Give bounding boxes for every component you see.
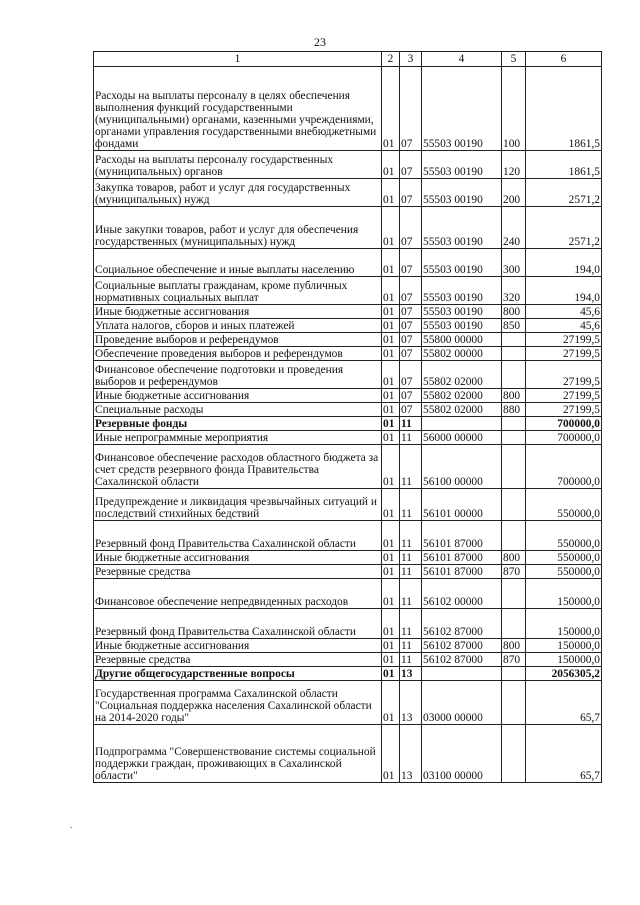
cell-subsection: 13 [400,725,422,783]
cell-subsection: 11 [400,579,422,609]
cell-target-article: 56102 87000 [422,653,502,667]
cell-amount: 150000,0 [526,653,602,667]
cell-expense-type [502,521,526,551]
cell-name: Резервный фонд Правительства Сахалинской области [94,521,382,551]
table-row [94,579,602,609]
cell-section: 01 [382,389,400,403]
cell-target-article: 55503 00190 [422,249,502,277]
cell-subsection: 07 [400,179,422,207]
cell-amount: 700000,0 [526,417,602,431]
cell-expense-type: 300 [502,249,526,277]
table-row [94,639,602,653]
cell-subsection: 11 [400,609,422,639]
cell-target-article: 55503 00190 [422,207,502,249]
table-row [94,667,602,681]
cell-expense-type [502,725,526,783]
cell-expense-type: 880 [502,403,526,417]
cell-amount: 27199,5 [526,347,602,361]
cell-subsection: 11 [400,521,422,551]
cell-amount: 2571,2 [526,207,602,249]
cell-section: 01 [382,319,400,333]
cell-target-article: 55800 00000 [422,333,502,347]
header-col-subsection: 3 [400,52,422,67]
cell-subsection: 11 [400,445,422,489]
table-row [94,67,602,151]
cell-amount: 700000,0 [526,431,602,445]
cell-name: Расходы на выплаты персоналу государственных (муниципальных) органов [94,151,382,179]
table-row [94,609,602,639]
cell-section: 01 [382,489,400,521]
cell-target-article [422,417,502,431]
table-row [94,681,602,725]
cell-expense-type: 800 [502,551,526,565]
cell-target-article: 55503 00190 [422,277,502,305]
cell-target-article: 55802 02000 [422,389,502,403]
table-row [94,725,602,783]
cell-section: 01 [382,403,400,417]
cell-amount: 65,7 [526,681,602,725]
cell-subsection: 07 [400,347,422,361]
header-col-expense-type: 5 [502,52,526,67]
cell-amount: 1861,5 [526,67,602,151]
cell-name: Резервные средства [94,653,382,667]
cell-expense-type: 100 [502,67,526,151]
cell-expense-type: 240 [502,207,526,249]
cell-amount: 150000,0 [526,609,602,639]
cell-amount: 550000,0 [526,551,602,565]
cell-name: Иные бюджетные ассигнования [94,639,382,653]
cell-subsection: 07 [400,333,422,347]
cell-amount: 27199,5 [526,389,602,403]
cell-expense-type [502,347,526,361]
cell-expense-type: 800 [502,305,526,319]
cell-target-article: 56101 87000 [422,521,502,551]
table-row [94,179,602,207]
cell-subsection: 07 [400,67,422,151]
cell-amount: 65,7 [526,725,602,783]
table-row [94,445,602,489]
cell-target-article: 56000 00000 [422,431,502,445]
cell-expense-type [502,681,526,725]
cell-name: Закупка товаров, работ и услуг для государственных (муниципальных) нужд [94,179,382,207]
cell-subsection: 07 [400,151,422,179]
cell-section: 01 [382,347,400,361]
cell-name: Расходы на выплаты персоналу в целях обеспечения выполнения функций государственными (муниципальными) органами, казенными учреждениями, органами управления государственными внебюджетными фондами [94,67,382,151]
cell-amount: 550000,0 [526,489,602,521]
cell-name: Подпрограмма "Совершенствование системы социальной поддержки граждан, проживающих в Сахалинской области" [94,725,382,783]
cell-name: Иные бюджетные ассигнования [94,551,382,565]
cell-name: Социальные выплаты гражданам, кроме публичных нормативных социальных выплат [94,277,382,305]
cell-subsection: 13 [400,681,422,725]
cell-subsection: 11 [400,417,422,431]
cell-subsection: 07 [400,361,422,389]
cell-section: 01 [382,667,400,681]
cell-name: Специальные расходы [94,403,382,417]
cell-expense-type [502,667,526,681]
cell-subsection: 07 [400,249,422,277]
cell-expense-type: 120 [502,151,526,179]
cell-target-article [422,667,502,681]
cell-target-article: 03100 00000 [422,725,502,783]
cell-target-article: 55802 02000 [422,403,502,417]
cell-section: 01 [382,565,400,579]
scan-speck [70,827,72,828]
cell-section: 01 [382,361,400,389]
cell-expense-type: 850 [502,319,526,333]
budget-table [93,51,602,783]
cell-section: 01 [382,277,400,305]
table-row [94,489,602,521]
table-row [94,319,602,333]
cell-name: Резервные средства [94,565,382,579]
cell-section: 01 [382,333,400,347]
cell-target-article: 56101 00000 [422,489,502,521]
header-col-target-article: 4 [422,52,502,67]
cell-section: 01 [382,579,400,609]
cell-section: 01 [382,305,400,319]
table-row [94,333,602,347]
cell-expense-type [502,609,526,639]
cell-target-article: 55503 00190 [422,179,502,207]
table-row [94,565,602,579]
cell-name: Финансовое обеспечение непредвиденных расходов [94,579,382,609]
cell-target-article: 55802 00000 [422,347,502,361]
cell-name: Резервный фонд Правительства Сахалинской области [94,609,382,639]
cell-target-article: 56102 87000 [422,639,502,653]
cell-expense-type [502,333,526,347]
cell-subsection: 11 [400,639,422,653]
cell-section: 01 [382,609,400,639]
table-row [94,361,602,389]
cell-amount: 2571,2 [526,179,602,207]
cell-section: 01 [382,207,400,249]
cell-section: 01 [382,151,400,179]
cell-subsection: 11 [400,431,422,445]
header-col-section: 2 [382,52,400,67]
cell-target-article: 55503 00190 [422,151,502,179]
cell-subsection: 07 [400,277,422,305]
cell-section: 01 [382,681,400,725]
cell-subsection: 07 [400,305,422,319]
cell-expense-type: 320 [502,277,526,305]
cell-expense-type [502,445,526,489]
header-col-amount: 6 [526,52,602,67]
cell-amount: 194,0 [526,249,602,277]
cell-subsection: 13 [400,667,422,681]
table-row [94,347,602,361]
cell-subsection: 11 [400,551,422,565]
cell-amount: 45,6 [526,319,602,333]
table-row [94,389,602,403]
cell-name: Другие общегосударственные вопросы [94,667,382,681]
table-row [94,151,602,179]
cell-section: 01 [382,725,400,783]
table-row [94,521,602,551]
cell-target-article: 56101 87000 [422,551,502,565]
table-row [94,431,602,445]
table-row [94,403,602,417]
cell-target-article: 55802 02000 [422,361,502,389]
table-row [94,249,602,277]
cell-target-article: 55503 00190 [422,305,502,319]
cell-amount: 700000,0 [526,445,602,489]
table-row [94,551,602,565]
cell-expense-type [502,431,526,445]
cell-amount: 45,6 [526,305,602,319]
cell-subsection: 11 [400,489,422,521]
table-row [94,305,602,319]
cell-amount: 550000,0 [526,521,602,551]
cell-target-article: 03000 00000 [422,681,502,725]
header-col-name: 1 [94,52,382,67]
cell-amount: 2056305,2 [526,667,602,681]
cell-section: 01 [382,445,400,489]
cell-name: Предупреждение и ликвидация чрезвычайных ситуаций и последствий стихийных бедствий [94,489,382,521]
cell-name: Финансовое обеспечение подготовки и проведения выборов и референдумов [94,361,382,389]
cell-section: 01 [382,653,400,667]
cell-amount: 27199,5 [526,333,602,347]
cell-subsection: 07 [400,389,422,403]
cell-subsection: 11 [400,565,422,579]
cell-subsection: 07 [400,403,422,417]
cell-name: Обеспечение проведения выборов и референдумов [94,347,382,361]
cell-target-article: 55503 00190 [422,319,502,333]
cell-subsection: 07 [400,319,422,333]
table-row [94,277,602,305]
cell-expense-type: 870 [502,653,526,667]
cell-target-article: 55503 00190 [422,67,502,151]
cell-name: Финансовое обеспечение расходов областного бюджета за счет средств резервного фонда Правительства Сахалинской области [94,445,382,489]
cell-subsection: 11 [400,653,422,667]
cell-amount: 27199,5 [526,403,602,417]
cell-name: Иные бюджетные ассигнования [94,389,382,403]
cell-name: Социальное обеспечение и иные выплаты населению [94,249,382,277]
cell-expense-type [502,579,526,609]
cell-amount: 1861,5 [526,151,602,179]
cell-target-article: 56101 87000 [422,565,502,579]
cell-name: Иные непрограммные мероприятия [94,431,382,445]
table-row [94,417,602,431]
table-row [94,653,602,667]
cell-name: Уплата налогов, сборов и иных платежей [94,319,382,333]
cell-expense-type [502,417,526,431]
table-row [94,207,602,249]
cell-expense-type: 800 [502,639,526,653]
cell-amount: 150000,0 [526,639,602,653]
cell-section: 01 [382,179,400,207]
cell-section: 01 [382,249,400,277]
cell-section: 01 [382,67,400,151]
cell-target-article: 56100 00000 [422,445,502,489]
cell-expense-type: 200 [502,179,526,207]
cell-name: Проведение выборов и референдумов [94,333,382,347]
cell-section: 01 [382,551,400,565]
cell-section: 01 [382,417,400,431]
cell-target-article: 56102 87000 [422,609,502,639]
cell-amount: 27199,5 [526,361,602,389]
cell-expense-type: 870 [502,565,526,579]
cell-section: 01 [382,521,400,551]
cell-expense-type: 800 [502,389,526,403]
table-body [94,67,602,783]
cell-section: 01 [382,639,400,653]
cell-target-article: 56102 00000 [422,579,502,609]
cell-name: Иные закупки товаров, работ и услуг для обеспечения государственных (муниципальных) нужд [94,207,382,249]
cell-name: Государственная программа Сахалинской области "Социальная поддержка населения Сахалинской области на 2014-2020 годы" [94,681,382,725]
cell-subsection: 07 [400,207,422,249]
cell-name: Резервные фонды [94,417,382,431]
cell-expense-type [502,361,526,389]
cell-expense-type [502,489,526,521]
cell-amount: 194,0 [526,277,602,305]
cell-amount: 150000,0 [526,579,602,609]
cell-amount: 550000,0 [526,565,602,579]
page-number: 23 [314,35,326,49]
cell-name: Иные бюджетные ассигнования [94,305,382,319]
cell-section: 01 [382,431,400,445]
table-header-row [94,52,602,67]
